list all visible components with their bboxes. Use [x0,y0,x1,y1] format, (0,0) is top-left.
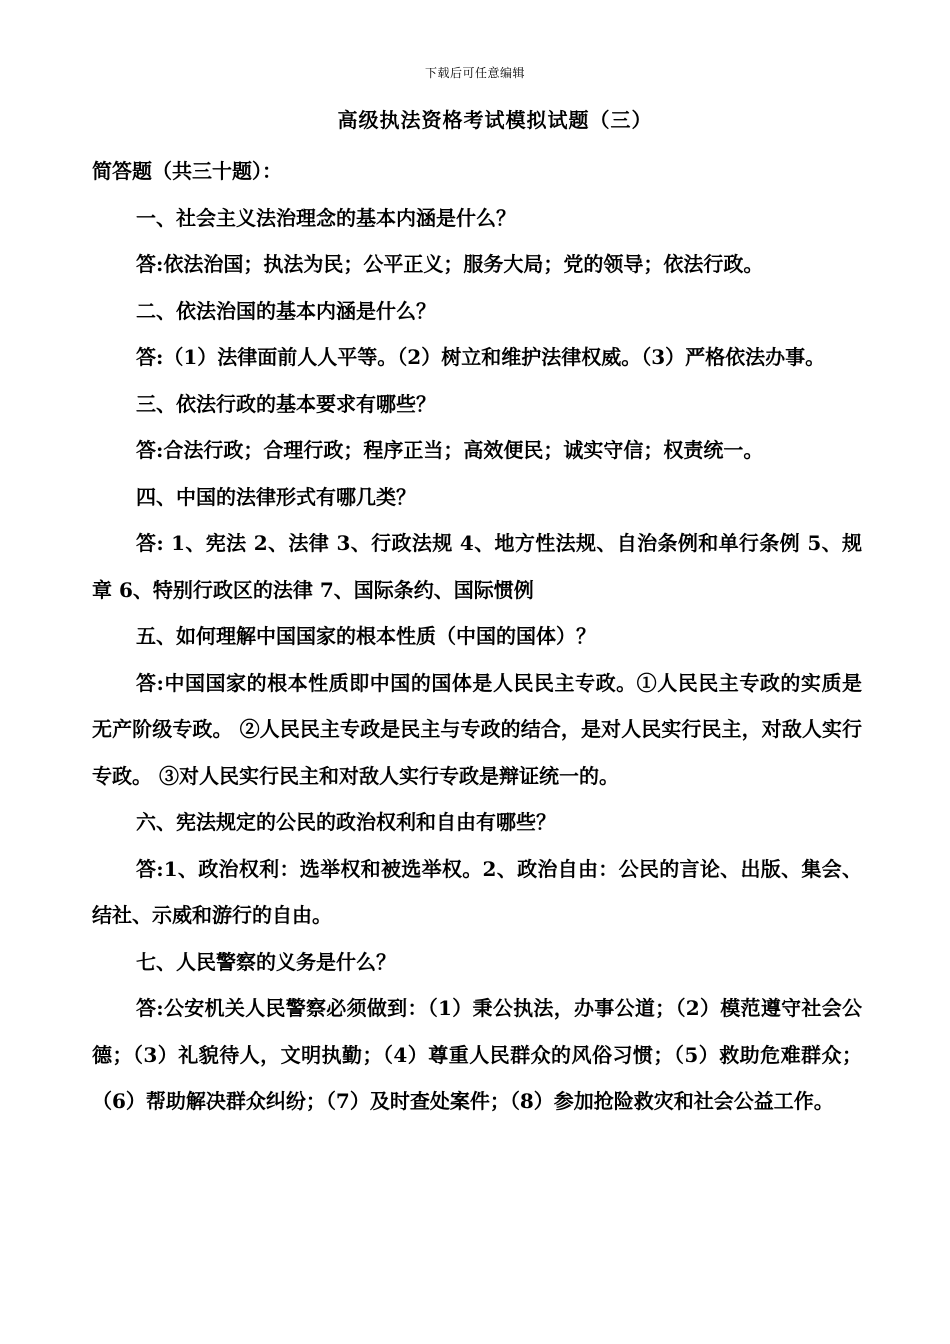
question-3: 三、依法行政的基本要求有哪些？ [136,391,436,416]
answer-7: 答:公安机关人民警察必须做到：（1）秉公执法，办事公道；（2）模范遵守社会公德；（3）礼貌待人，文明执勤；（4）尊重人民群众的风俗习惯；（5）救助危难群众；（6）帮助解决群众纠纷；（7）及时查处案件；（8）参加抢险救灾和社会公益工作。 [92,996,862,1113]
answer-4: 答: 1、宪法 2、法律 3、行政法规 4、地方性法规、自治条例和单行条例 5、规章 6、特别行政区的法律 7、国际条约、国际惯例 [92,531,862,602]
answer-6: 答:1、政治权利：选举权和被选举权。2、政治自由：公民的言论、出版、集会、结社、示威和游行的自由。 [92,856,862,927]
page-title: 高级执法资格考试模拟试题（三） [337,108,653,132]
header-note: 下载后可任意编辑 [424,66,525,80]
answer-3: 答:合法行政；合理行政；程序正当；高效便民；诚实守信；权责统一。 [136,438,764,462]
question-6: 六、宪法规定的公民的政治权利和自由有哪些？ [136,810,556,834]
question-7: 七、人民警察的义务是什么？ [136,949,396,974]
section-heading: 简答题（共三十题）： [92,159,282,183]
answer-5: 答:中国国家的根本性质即中国的国体是人民民主专政。①人民民主专政的实质是无产阶级专政。 ②人民民主专政是民主与专政的结合，是对人民实行民主，对敌人实行专政。 ③对人民实行民主和对敌人实行专政是辩证统一的。 [92,670,862,788]
question-4: 四、中国的法律形式有哪几类？ [136,484,416,509]
answer-1: 答:依法治国；执法为民；公平正义；服务大局；党的领导；依法行政。 [136,252,764,276]
question-2: 二、依法治国的基本内涵是什么？ [136,298,436,323]
question-1: 一、社会主义法治理念的基本内涵是什么？ [136,205,516,230]
document-body [92,148,862,1125]
question-5: 五、如何理解中国国家的根本性质（中国的国体）？ [136,624,596,648]
answer-2: 答:（1）法律面前人人平等。（2）树立和维护法律权威。（3）严格依法办事。 [136,345,826,369]
